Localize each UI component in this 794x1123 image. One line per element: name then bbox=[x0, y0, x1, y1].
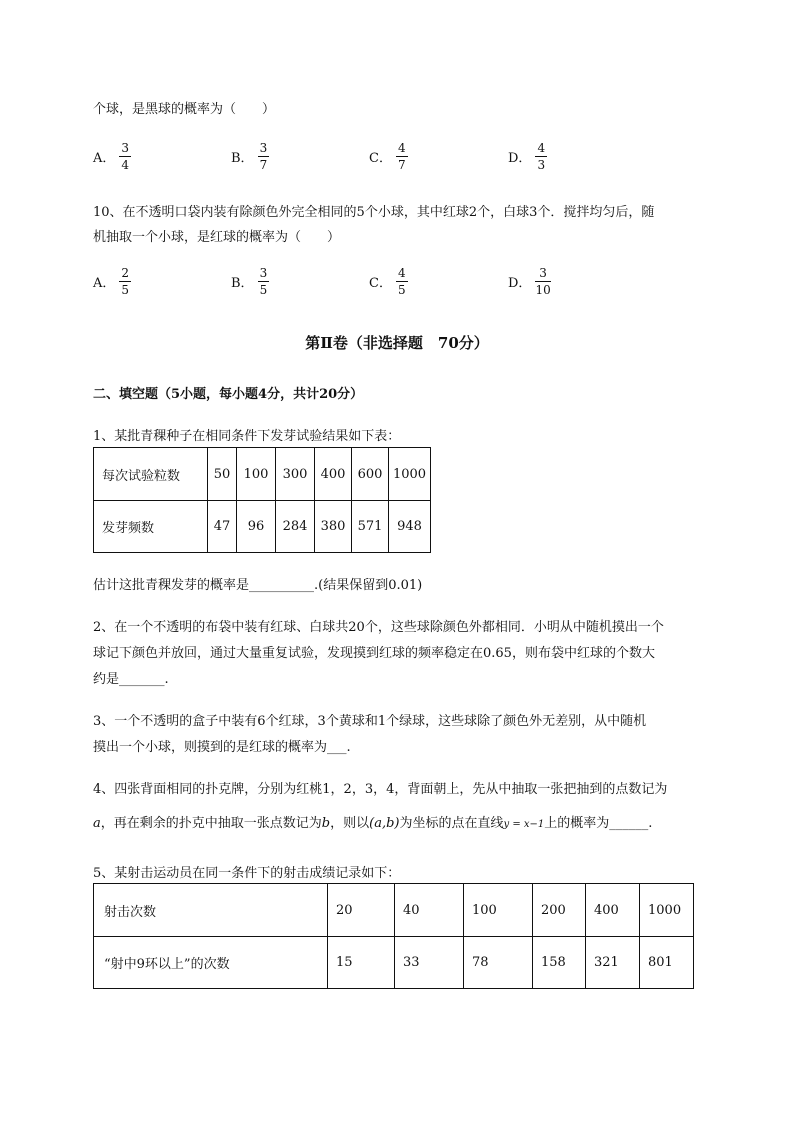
table-cell: 发芽频数 bbox=[94, 501, 208, 553]
table-cell: 每次试验粒数 bbox=[94, 448, 208, 501]
q10-stem-line2: 机抽取一个小球，是红球的概率为（ ） bbox=[93, 230, 341, 245]
table-cell: 20 bbox=[328, 884, 395, 937]
option-label: D． bbox=[508, 276, 532, 291]
f5-intro: 5、某射击运动员在同一条件下的射击成绩记录如下： bbox=[93, 866, 401, 881]
fraction: $\frac{3}{5}$ bbox=[259, 266, 268, 297]
option-label: A． bbox=[93, 276, 116, 291]
table-cell: 射击次数 bbox=[94, 884, 328, 937]
q9-option-d[interactable] bbox=[508, 142, 547, 171]
table-cell: 801 bbox=[640, 937, 694, 989]
section-title: 二、填空题（5小题，每小题4分，共计20分） bbox=[93, 387, 364, 402]
fraction: $\frac{2}{5}$ bbox=[121, 266, 130, 297]
fraction: $\frac{4}{3}$ bbox=[537, 141, 546, 172]
table-cell: 600 bbox=[352, 448, 389, 501]
table-cell: 948 bbox=[389, 501, 431, 553]
text-segment: ，再在剩余的扑克中抽取一张点数记为 bbox=[100, 816, 322, 831]
f1-intro: 1、某批青稞种子在相同条件下发芽试验结果如下表： bbox=[93, 429, 401, 444]
table-row bbox=[94, 884, 694, 937]
table-cell: 33 bbox=[395, 937, 464, 989]
table-cell: 300 bbox=[276, 448, 315, 501]
fraction: $\frac{3}{7}$ bbox=[259, 141, 268, 172]
table-cell: 571 bbox=[352, 501, 389, 553]
math-var-a: a bbox=[93, 816, 101, 831]
table-cell: 78 bbox=[464, 937, 533, 989]
table-cell: 47 bbox=[208, 501, 237, 553]
table-cell: “射中9环以上”的次数 bbox=[94, 937, 328, 989]
fraction: $\frac{4}{5}$ bbox=[397, 266, 406, 297]
f2-line1: 2、在一个不透明的布袋中装有红球、白球共20个，这些球除颜色外都相同．小明从中随机摸出一个 bbox=[93, 620, 664, 635]
text-segment: 为坐标的点在直线 bbox=[399, 816, 504, 831]
table-cell: 100 bbox=[237, 448, 276, 501]
table-cell: 321 bbox=[586, 937, 640, 989]
q10-option-c[interactable] bbox=[369, 267, 408, 296]
q10-option-b[interactable] bbox=[231, 267, 269, 296]
table-cell: 380 bbox=[315, 501, 352, 553]
f2-line2: 球记下颜色并放回，通过大量重复试验，发现摸到红球的频率稳定在0.65，则布袋中红球的个数大 bbox=[93, 646, 655, 661]
q10-option-a[interactable] bbox=[93, 267, 131, 296]
text-segment: 上的概率为______. bbox=[544, 816, 653, 831]
table-row bbox=[94, 448, 431, 501]
q9-stem-tail: 个球，是黑球的概率为（ ） bbox=[93, 102, 276, 117]
table-cell: 400 bbox=[586, 884, 640, 937]
f1-answer-line: 估计这批青稞发芽的概率是__________.(结果保留到0.01) bbox=[93, 578, 423, 593]
f4-line1: 4、四张背面相同的扑克牌，分别为红桃1，2，3，4，背面朝上，先从中抽取一张把抽到的点数记为 bbox=[93, 782, 668, 797]
q9-option-b[interactable] bbox=[231, 142, 269, 171]
f3-line1: 3、一个不透明的盒子中装有6个红球，3个黄球和1个绿球，这些球除了颜色外无差别，从中随机 bbox=[93, 714, 647, 729]
fraction: $\frac{4}{7}$ bbox=[397, 141, 406, 172]
option-label: C． bbox=[369, 151, 392, 166]
option-label: A． bbox=[93, 151, 116, 166]
table-cell: 284 bbox=[276, 501, 315, 553]
table-cell: 1000 bbox=[389, 448, 431, 501]
text-segment: ，则以 bbox=[330, 816, 370, 831]
f5-table bbox=[93, 883, 694, 989]
math-point: (a,b) bbox=[369, 816, 400, 831]
option-label: B． bbox=[231, 276, 254, 291]
table-cell: 50 bbox=[208, 448, 237, 501]
option-label: D． bbox=[508, 151, 532, 166]
math-var-b: b bbox=[321, 816, 331, 831]
table-cell: 1000 bbox=[640, 884, 694, 937]
f2-line3: 约是_______. bbox=[93, 672, 169, 687]
table-cell: 200 bbox=[533, 884, 586, 937]
table-row bbox=[94, 501, 431, 553]
table-cell: 100 bbox=[464, 884, 533, 937]
table-cell: 15 bbox=[328, 937, 395, 989]
q10-stem-line1: 10、在不透明口袋内装有除颜色外完全相同的5个小球，其中红球2个，白球3个．搅拌均匀后，随 bbox=[93, 205, 655, 220]
option-label: B． bbox=[231, 151, 254, 166]
table-row bbox=[94, 937, 694, 989]
table-cell: 400 bbox=[315, 448, 352, 501]
math-line-equation: y = x−1 bbox=[503, 819, 545, 830]
table-cell: 96 bbox=[237, 501, 276, 553]
fraction: $\frac{3}{10}$ bbox=[535, 266, 551, 297]
part2-title: 第Ⅱ卷（非选择题 70分） bbox=[305, 334, 489, 352]
q9-option-c[interactable] bbox=[369, 142, 408, 171]
q9-option-a[interactable] bbox=[93, 142, 131, 171]
table-cell: 158 bbox=[533, 937, 586, 989]
f1-table bbox=[93, 447, 431, 553]
fraction: $\frac{3}{4}$ bbox=[121, 141, 130, 172]
f4-line2 bbox=[93, 812, 652, 831]
f3-line2: 摸出一个小球，则摸到的是红球的概率为___. bbox=[93, 740, 351, 755]
table-cell: 40 bbox=[395, 884, 464, 937]
option-label: C． bbox=[369, 276, 392, 291]
q10-option-d[interactable] bbox=[508, 267, 551, 296]
